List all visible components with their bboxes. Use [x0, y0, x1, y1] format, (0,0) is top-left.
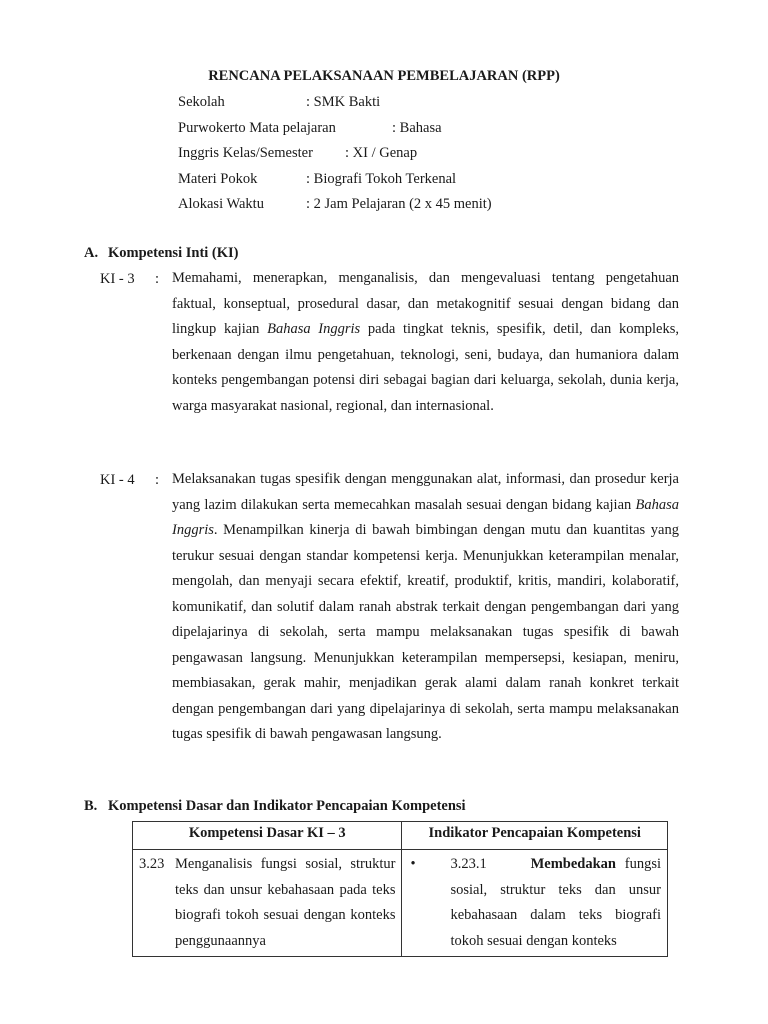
header-value-alokasi: : 2 Jam Pelajaran (2 x 45 menit) — [306, 196, 492, 212]
ki3-text — [172, 266, 679, 419]
indicator-rest: fungsi sosial, struktur teks dan unsur kebahasaan dalam teks biografi tokoh sesuai dengan konteks — [450, 856, 662, 949]
ki4-subject: Bahasa Inggris — [172, 496, 679, 538]
document-title: RENCANA PELAKSANAAN PEMBELAJARAN (RPP) — [208, 68, 560, 84]
indicator-text — [450, 852, 661, 954]
header-value-kelas: : XI / Genap — [345, 145, 418, 161]
indicator-verb: Membedakan — [530, 856, 616, 872]
ki3-subject: Bahasa Inggris — [267, 321, 361, 337]
kd-cell — [133, 850, 402, 957]
header-value-sekolah: : SMK Bakti — [306, 94, 381, 110]
ki3-text-before: Memahami, menerapkan, menganalisis, dan mengevaluasi tentang pengetahuan faktual, konseptual, prosedural dasar, dan metakognitif sesuai dengan bidang dan lingkup kajian — [172, 270, 679, 337]
indicator-number: 3.23.1 — [450, 856, 487, 872]
header-label-mapel: Purwokerto Mata pelajaran — [178, 120, 336, 136]
table-header-row — [133, 822, 668, 850]
header-label-alokasi: Alokasi Waktu — [178, 196, 264, 212]
table-row — [133, 850, 668, 957]
ki3-text-after: pada tingkat teknis, spesifik, detil, dan kompleks, berkenaan dengan ilmu pengetahuan, teknologi, seni, budaya, dan humaniora dalam konteks pengembangan potensi diri sebagai bagian dari keluarga, sekolah, dunia kerja, warga masyarakat nasional, regional, dan internasional. — [172, 321, 679, 414]
ki4-text-after: . Menampilkan kinerja di bawah bimbingan dengan mutu dan kuantitas yang terukur sesuai dengan standar kompetensi kerja. Menunjukkan keterampilan menalar, mengolah, dan menyaji secara efektif, kreatif, produktif, kritis, mandiri, kolaboratif, komunikatif, dan solutif dalam ranah abstrak terkait dengan pengembangan dari yang dipelajarinya di sekolah, serta mampu melaksanakan tugas spesifik di bawah pengawasan langsung. Menunjukkan keterampilan mempersepsi, kesiapan, meniru, membiasakan, gerak mahir, menjadikan gerak alami dalam ranah konkret terkait dengan pengembangan dari yang dipelajarinya di sekolah, serta mampu melaksanakan tugas spesifik di bawah pengawasan langsung. — [172, 522, 679, 742]
ki4-colon: : — [155, 472, 160, 488]
header-label-materi: Materi Pokok — [178, 171, 258, 187]
section-b-letter: B. — [84, 798, 98, 814]
indicator-cell — [402, 850, 668, 957]
ki4-text — [172, 467, 679, 748]
bullet-icon: • — [410, 856, 416, 872]
ki3-colon: : — [155, 271, 160, 287]
header-value-materi: : Biografi Tokoh Terkenal — [306, 171, 457, 187]
ki3-label: KI - 3 — [100, 271, 135, 287]
kd-indicator-table — [132, 821, 668, 957]
ki4-text-before: Melaksanakan tugas spesifik dengan menggunakan alat, informasi, dan prosedur kerja yang lazim dilakukan serta memecahkan masalah sesuai dengan bidang kajian — [172, 471, 679, 513]
header-label-kelas: Inggris Kelas/Semester — [178, 145, 313, 161]
ki4-label: KI - 4 — [100, 472, 135, 488]
section-a-letter: A. — [84, 245, 99, 261]
header-value-mapel: : Bahasa — [392, 120, 442, 136]
section-b-heading: Kompetensi Dasar dan Indikator Pencapaian Kompetensi — [108, 798, 466, 814]
kd-text: Menganalisis fungsi sosial, struktur teks dan unsur kebahasaan pada teks biografi tokoh sesuai dengan konteks penggunaannya — [175, 856, 396, 949]
table-header-indicator: Indikator Pencapaian Kompetensi — [402, 822, 668, 850]
kd-number: 3.23 — [139, 856, 165, 872]
header-label-sekolah: Sekolah — [178, 94, 225, 110]
table-header-kd: Kompetensi Dasar KI – 3 — [133, 822, 402, 850]
section-a-heading: Kompetensi Inti (KI) — [108, 245, 239, 261]
